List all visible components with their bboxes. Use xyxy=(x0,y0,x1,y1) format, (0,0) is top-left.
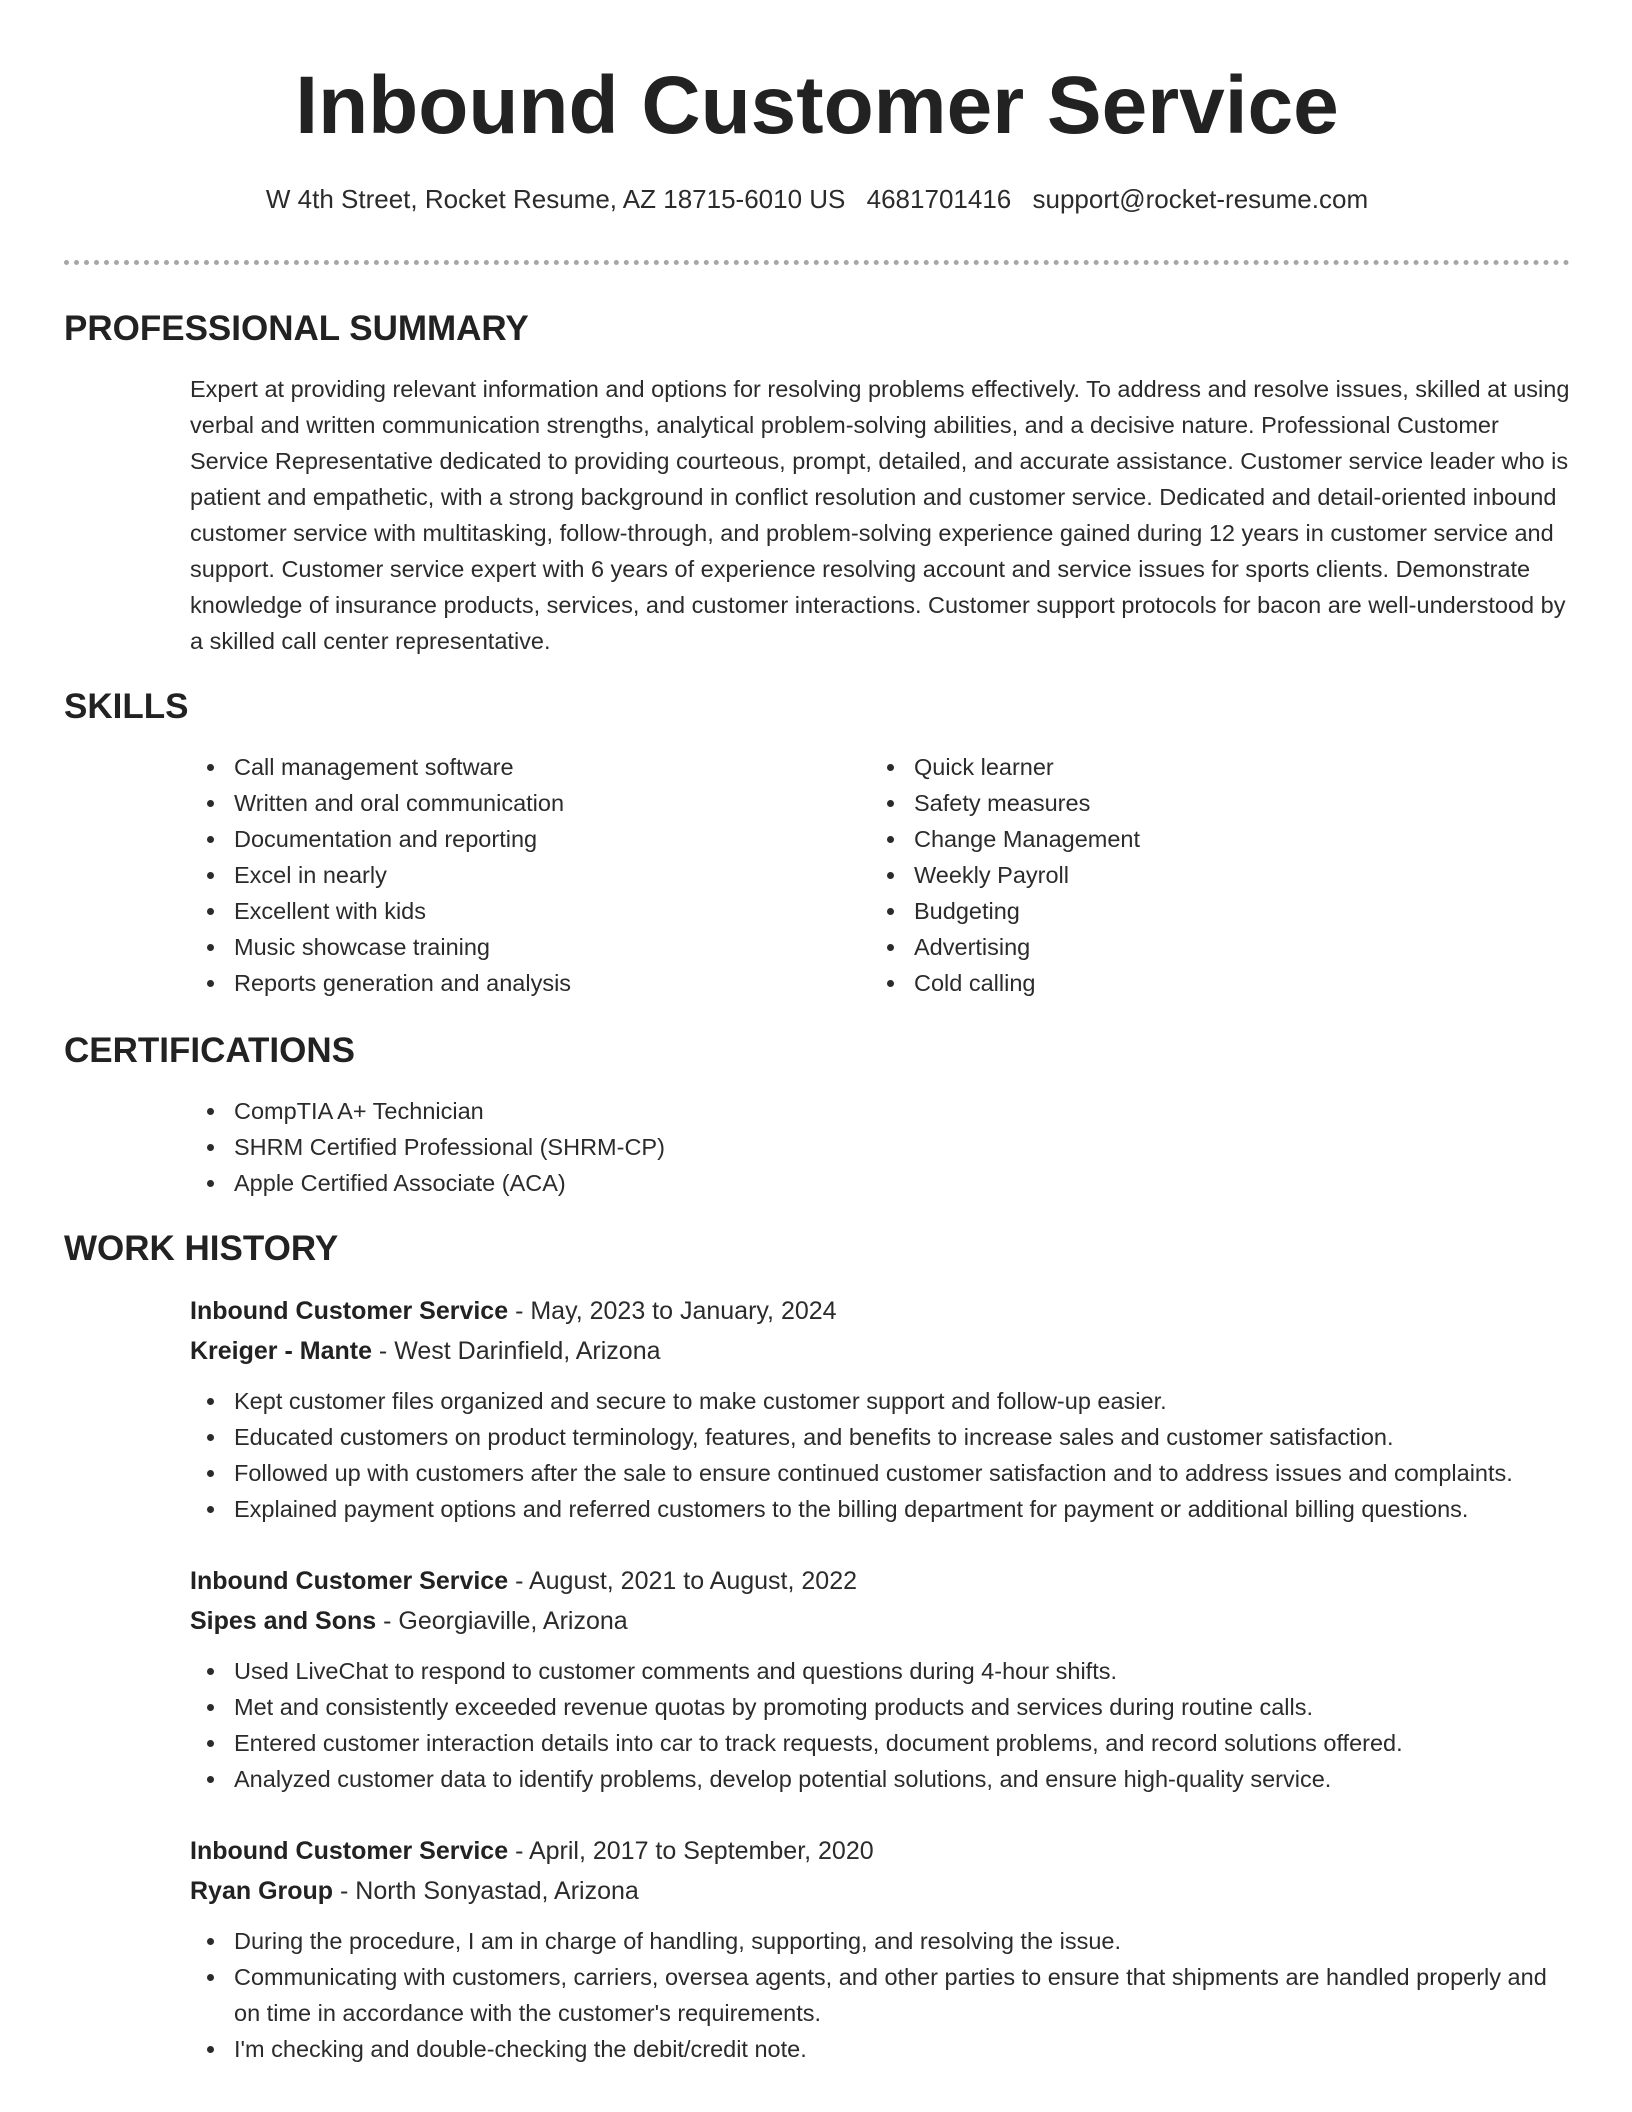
skills-heading: SKILLS xyxy=(64,687,189,726)
certifications-heading: CERTIFICATIONS xyxy=(64,1031,356,1070)
skill-item: Music showcase training xyxy=(190,929,870,965)
contact-email: support@rocket-resume.com xyxy=(1032,184,1369,214)
skill-item: Excel in nearly xyxy=(190,857,870,893)
job-bullet: I'm checking and double-checking the debit/credit note. xyxy=(190,2031,1570,2067)
work-history-heading: WORK HISTORY xyxy=(64,1229,339,1268)
job-bullet: During the procedure, I am in charge of handling, supporting, and resolving the issue. xyxy=(190,1923,1570,1959)
job-title: Inbound Customer Service xyxy=(190,1567,509,1595)
skill-item: Excellent with kids xyxy=(190,893,870,929)
contact-address: W 4th Street, Rocket Resume, AZ 18715-6010 US xyxy=(265,184,846,214)
job-bullet: Entered customer interaction details into car to track requests, document problems, and record solutions offered. xyxy=(190,1725,1570,1761)
header-divider xyxy=(64,260,1570,265)
job-company-line xyxy=(190,1331,1570,1371)
skills-column-right xyxy=(870,749,1550,1001)
job-dates: - May, 2023 to January, 2024 xyxy=(508,1297,837,1325)
job-dates: - August, 2021 to August, 2022 xyxy=(508,1567,858,1595)
skills-grid xyxy=(190,749,1570,1001)
skill-item: Weekly Payroll xyxy=(870,857,1550,893)
skill-item: Written and oral communication xyxy=(190,785,870,821)
job-bullet: Met and consistently exceeded revenue quotas by promoting products and services during routine calls. xyxy=(190,1689,1570,1725)
certification-item: CompTIA A+ Technician xyxy=(190,1093,1570,1129)
skill-item: Change Management xyxy=(870,821,1550,857)
summary-heading: PROFESSIONAL SUMMARY xyxy=(64,309,529,348)
skill-item: Cold calling xyxy=(870,965,1550,1001)
certifications-section xyxy=(64,1029,1570,1201)
job-bullet: Followed up with customers after the sale to ensure continued customer satisfaction and to address issues and complaints. xyxy=(190,1455,1570,1491)
job-company-line xyxy=(190,1601,1570,1641)
skill-item: Quick learner xyxy=(870,749,1550,785)
resume-page xyxy=(64,0,1570,2067)
job-bullet: Kept customer files organized and secure to make customer support and follow-up easier. xyxy=(190,1383,1570,1419)
job-bullet: Educated customers on product terminology, features, and benefits to increase sales and customer satisfaction. xyxy=(190,1419,1570,1455)
job-bullet: Communicating with customers, carriers, oversea agents, and other parties to ensure that shipments are handled properly and on time in accordance with the customer's requirements. xyxy=(190,1959,1570,2031)
resume-title: Inbound Customer Service xyxy=(295,60,1339,151)
job-bullet: Used LiveChat to respond to customer comments and questions during 4-hour shifts. xyxy=(190,1653,1570,1689)
job-entry xyxy=(190,1561,1570,1797)
job-location: - Georgiaville, Arizona xyxy=(376,1607,628,1635)
certification-item: Apple Certified Associate (ACA) xyxy=(190,1165,1570,1201)
skill-item: Safety measures xyxy=(870,785,1550,821)
job-dates: - April, 2017 to September, 2020 xyxy=(508,1837,874,1865)
contact-phone: 4681701416 xyxy=(866,184,1012,214)
skills-column-left xyxy=(190,749,870,1001)
work-history-section xyxy=(64,1227,1570,2067)
job-location: - West Darinfield, Arizona xyxy=(371,1337,661,1365)
job-bullet: Explained payment options and referred customers to the billing department for payment or additional billing questions. xyxy=(190,1491,1570,1527)
skills-section xyxy=(64,685,1570,1001)
job-location: - North Sonyastad, Arizona xyxy=(333,1877,639,1905)
job-title-line xyxy=(190,1831,1570,1871)
summary-text: Expert at providing relevant information and options for resolving problems effectively. To address and resolve issues, skilled at using verbal and written communication strengths, analytical problem-solving abilities, and a decisive nature. Professional Customer Service Representative dedicated to providing courteous, prompt, detailed, and accurate assistance. Customer service leader who is patient and empathetic, with a strong background in conflict resolution and customer service. Dedicated and detail-oriented inbound customer service with multitasking, follow-through, and problem-solving experience gained during 12 years in customer service and support. Customer service expert with 6 years of experience resolving account and service issues for sports clients. Demonstrate knowledge of insurance products, services, and customer interactions. Customer support protocols for bacon are well-understood by a skilled call center representative. xyxy=(190,376,1570,654)
job-title: Inbound Customer Service xyxy=(190,1837,509,1865)
skill-item: Documentation and reporting xyxy=(190,821,870,857)
job-company: Sipes and Sons xyxy=(190,1607,377,1635)
job-title-line xyxy=(190,1291,1570,1331)
job-company: Kreiger - Mante xyxy=(190,1337,372,1365)
job-entry xyxy=(190,1831,1570,2067)
contact-line xyxy=(64,182,1570,216)
job-title: Inbound Customer Service xyxy=(190,1297,509,1325)
skill-item: Advertising xyxy=(870,929,1550,965)
summary-section xyxy=(64,307,1570,659)
job-company: Ryan Group xyxy=(190,1877,334,1905)
certification-item: SHRM Certified Professional (SHRM-CP) xyxy=(190,1129,1570,1165)
skill-item: Call management software xyxy=(190,749,870,785)
skill-item: Reports generation and analysis xyxy=(190,965,870,1001)
job-entry xyxy=(190,1291,1570,1527)
skill-item: Budgeting xyxy=(870,893,1550,929)
job-company-line xyxy=(190,1871,1570,1911)
certifications-list xyxy=(190,1093,1570,1201)
job-bullet: Analyzed customer data to identify problems, develop potential solutions, and ensure high-quality service. xyxy=(190,1761,1570,1797)
job-title-line xyxy=(190,1561,1570,1601)
